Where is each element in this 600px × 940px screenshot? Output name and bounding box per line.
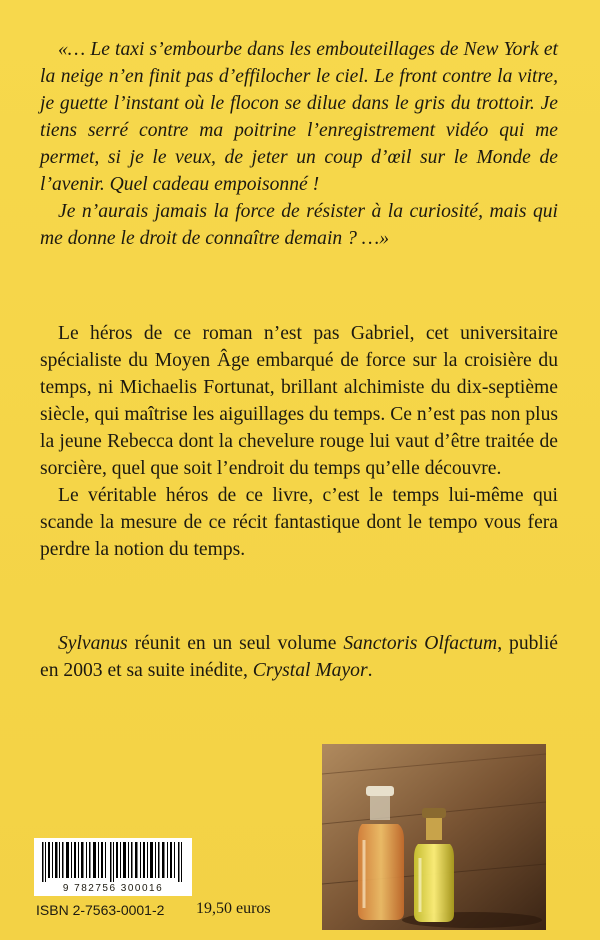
quote-paragraph-2: Je n’aurais jamais la force de résister à la curiosité, mais qui me donne le droit de connaître demain ? …»: [40, 201, 558, 249]
barcode-digits: 9 782756 300016: [62, 883, 164, 894]
bottles-illustration: [322, 744, 546, 930]
barcode-bars: [40, 842, 186, 882]
synopsis-paragraph-1: Le héros de ce roman n’est pas Gabriel, cet universitaire spécialiste du Moyen Âge embarqué de force sur la croisière du temps, ni Michaelis Fortunat, brillant alchimiste du dix-septième siècle, qui maîtrise les aiguillages du temps. Ce n’est pas non plus la jeune Rebecca dont la chevelure rouge lui vaut d’être traitée de sorcière, quel que soit l’endroit du temps qu’elle découvre.: [40, 323, 558, 479]
note-text-3: .: [367, 660, 373, 681]
quote-paragraph-1: «… Le taxi s’embourbe dans les embouteillages de New York et la neige n’en finit pas d’effilocher le ciel. Le front contre la vitre, je guette l’instant où le flocon se dilue dans le gris du trottoir. Je tiens serré contre ma poitrine l’enregistrement vidéo qui me permet, si je le veux, de jeter un coup d’œil sur le Monde de l’avenir. Quel cadeau empoisonné !: [40, 39, 558, 195]
cover-photo-bottles: [322, 744, 546, 930]
price-label: 19,50 euros: [196, 900, 271, 917]
book-title-sylvanus: Sylvanus: [58, 633, 128, 654]
book-title-sanctoris: Sanctoris Olfactum: [343, 633, 498, 654]
synopsis: [40, 320, 558, 563]
synopsis-paragraph-2: Le véritable héros de ce livre, c’est le temps lui-même qui scande la mesure de ce récit fantastique dont le tempo vous fera perdre la notion du temps.: [40, 485, 558, 560]
edition-note: [40, 630, 558, 684]
note-text-2: , publié en 2003 et sa suite inédite,: [40, 633, 559, 681]
excerpt-quote: [40, 36, 558, 252]
barcode: [34, 838, 192, 896]
note-text-1: réunit en un seul volume: [127, 633, 344, 654]
book-title-crystal: Crystal Mayor: [252, 660, 368, 681]
edition-note-text: [40, 630, 558, 684]
isbn-number: ISBN 2-7563-0001-2: [36, 902, 165, 918]
